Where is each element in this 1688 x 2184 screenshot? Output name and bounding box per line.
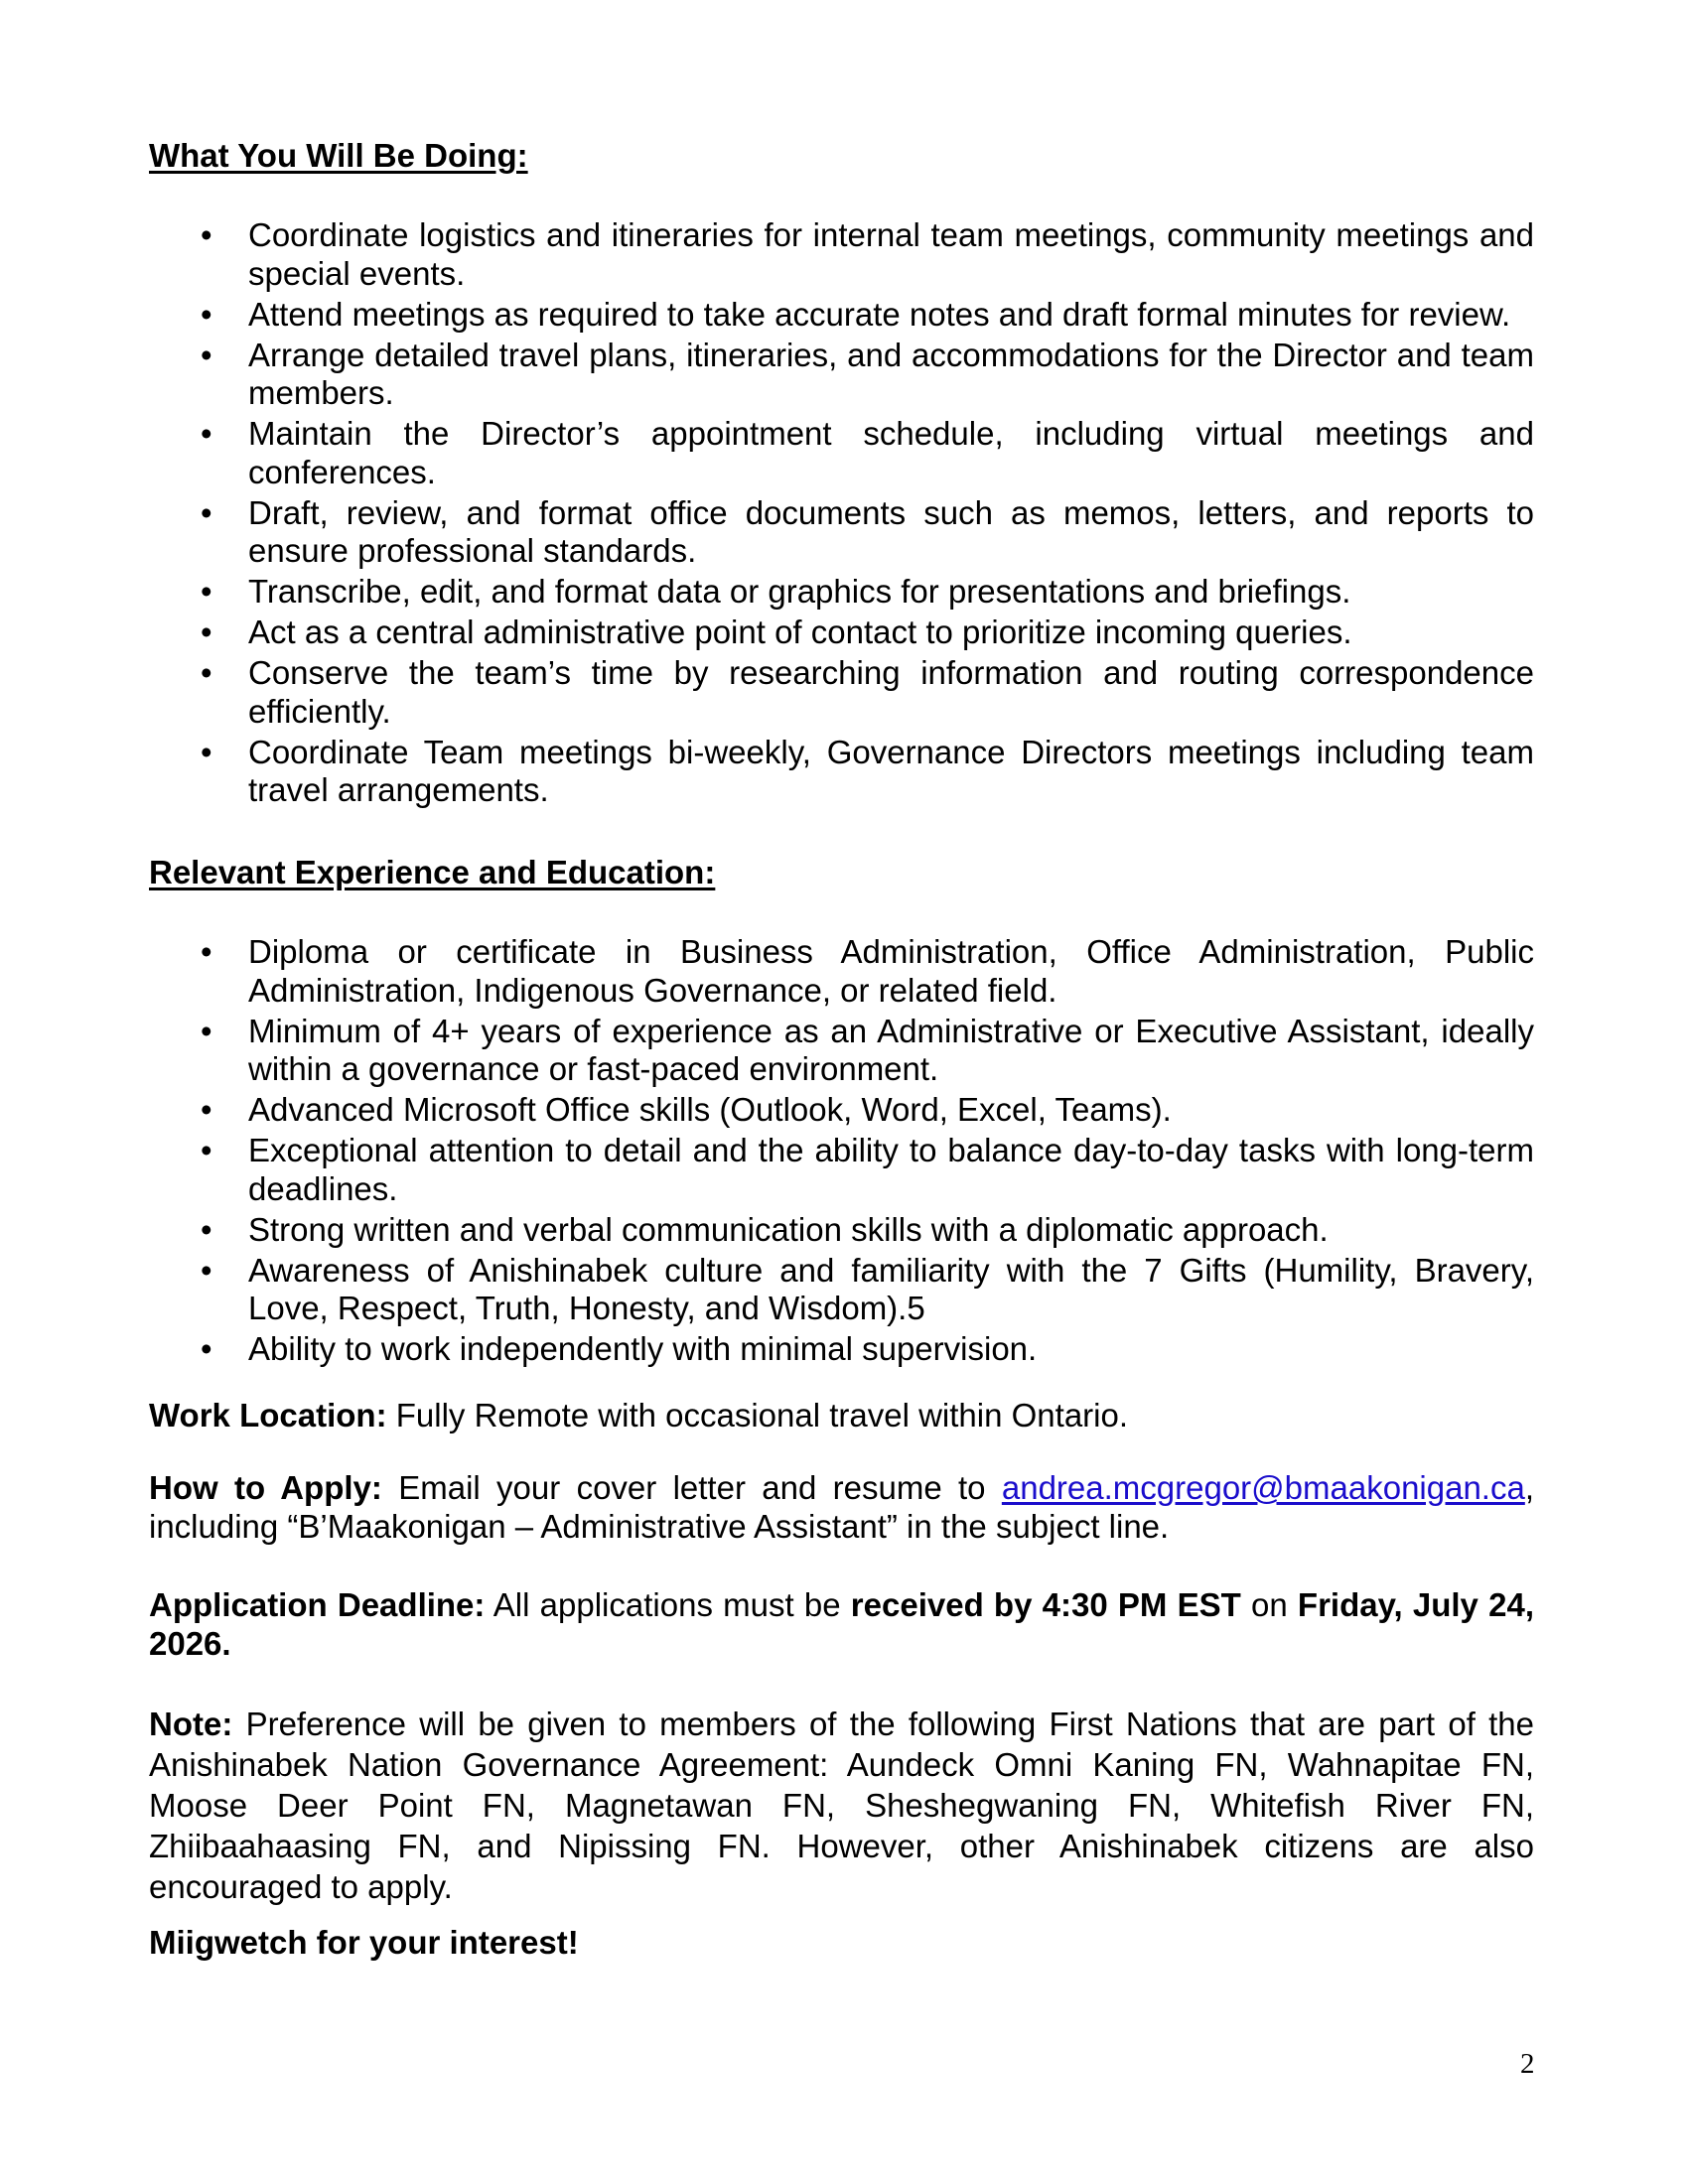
bullet-icon: • — [201, 573, 212, 610]
list-item: • Advanced Microsoft Office skills (Outlook, Word, Excel, Teams). — [201, 1091, 1172, 1128]
bullet-icon: • — [201, 1251, 212, 1289]
list-item: • Ability to work independently with minimal supervision. — [201, 1330, 1038, 1367]
bullet-icon: • — [201, 933, 212, 970]
list-item: • Minimum of 4+ years of experience as an Administrative or Executive Assistant, ideally within a governance or fast-paced environment. — [201, 1012, 1534, 1087]
bullet-icon: • — [201, 654, 212, 691]
bullet-icon: • — [201, 336, 212, 373]
work-location-text: Fully Remote with occasional travel within Ontario. — [386, 1397, 1129, 1433]
deadline-paragraph: Application Deadline: All applications must be received by 4:30 PM EST on Friday, July 24, 2026. — [149, 1586, 1534, 1662]
email-link[interactable]: andrea.mcgregor@bmaakonigan.ca — [1001, 1469, 1525, 1506]
bullet-icon: • — [201, 216, 212, 253]
list-item: • Coordinate logistics and itineraries for internal team meetings, community meetings and special events. — [201, 216, 1534, 292]
list-item: • Draft, review, and format office documents such as memos, letters, and reports to ensure professional standards. — [201, 493, 1534, 569]
list-item: • Coordinate Team meetings bi-weekly, Governance Directors meetings including team travel arrangements. — [201, 733, 1534, 808]
section-heading-experience: Relevant Experience and Education: — [149, 854, 716, 890]
closing-line: Miigwetch for your interest! — [149, 1924, 579, 1961]
list-item: • Transcribe, edit, and format data or graphics for presentations and briefings. — [201, 573, 1351, 610]
how-to-apply-label: How to Apply: — [149, 1469, 382, 1506]
list-item: • Attend meetings as required to take accurate notes and draft formal minutes for review. — [201, 295, 1511, 333]
page-number: 2 — [1520, 2048, 1535, 2080]
list-item: • Conserve the team’s time by researching information and routing correspondence efficiently. — [201, 654, 1534, 730]
list-item: • Diploma or certificate in Business Administration, Office Administration, Public Administration, Indigenous Governance, or related field. — [201, 933, 1534, 1009]
list-item: • Awareness of Anishinabek culture and familiarity with the 7 Gifts (Humility, Bravery, Love, Respect, Truth, Honesty, and Wisdom).5 — [201, 1251, 1534, 1326]
note-paragraph: Note: Preference will be given to members of the following First Nations that are part of the Anishinabek Nation Governance Agreement: Aundeck Omni Kaning FN, Wahnapitae FN, Moose Deer Point FN, Magnetawan FN, Sheshegwaning FN, Whitefish River FN, Zhiibaahaasing FN, and Nipissing FN. However, other Anishinabek citizens are also encouraged to apply. — [149, 1706, 1534, 1905]
section-heading-duties: What You Will Be Doing: — [149, 137, 528, 174]
list-item: • Strong written and verbal communication skills with a diplomatic approach. — [201, 1210, 1329, 1248]
bullet-icon: • — [201, 415, 212, 452]
experience-list — [149, 933, 1534, 1371]
list-item: • Exceptional attention to detail and the ability to balance day-to-day tasks with long-term deadlines. — [201, 1132, 1534, 1207]
work-location-paragraph — [149, 1395, 1534, 1435]
list-item: • Maintain the Director’s appointment schedule, including virtual meetings and conferences. — [201, 415, 1534, 490]
bullet-icon: • — [201, 295, 212, 333]
deadline-label: Application Deadline: — [149, 1586, 486, 1623]
duties-list — [149, 216, 1534, 812]
list-item: • Arrange detailed travel plans, itineraries, and accommodations for the Director and team members. — [201, 336, 1534, 411]
bullet-icon: • — [201, 1210, 212, 1248]
note-label: Note: — [149, 1706, 233, 1742]
work-location-label: Work Location: — [149, 1397, 387, 1433]
bullet-icon: • — [201, 1330, 212, 1367]
list-item: • Act as a central administrative point of contact to prioritize incoming queries. — [201, 614, 1352, 650]
bullet-icon: • — [201, 733, 212, 770]
bullet-icon: • — [201, 1132, 212, 1168]
bullet-icon: • — [201, 1091, 212, 1128]
bullet-icon: • — [201, 493, 212, 531]
how-to-apply-paragraph: How to Apply: Email your cover letter and resume to andrea.mcgregor@bmaakonigan.ca, including “B’Maakonigan – Administrative Assistant” in the subject line. — [149, 1469, 1534, 1545]
bullet-icon: • — [201, 1012, 212, 1049]
bullet-icon: • — [201, 614, 212, 650]
